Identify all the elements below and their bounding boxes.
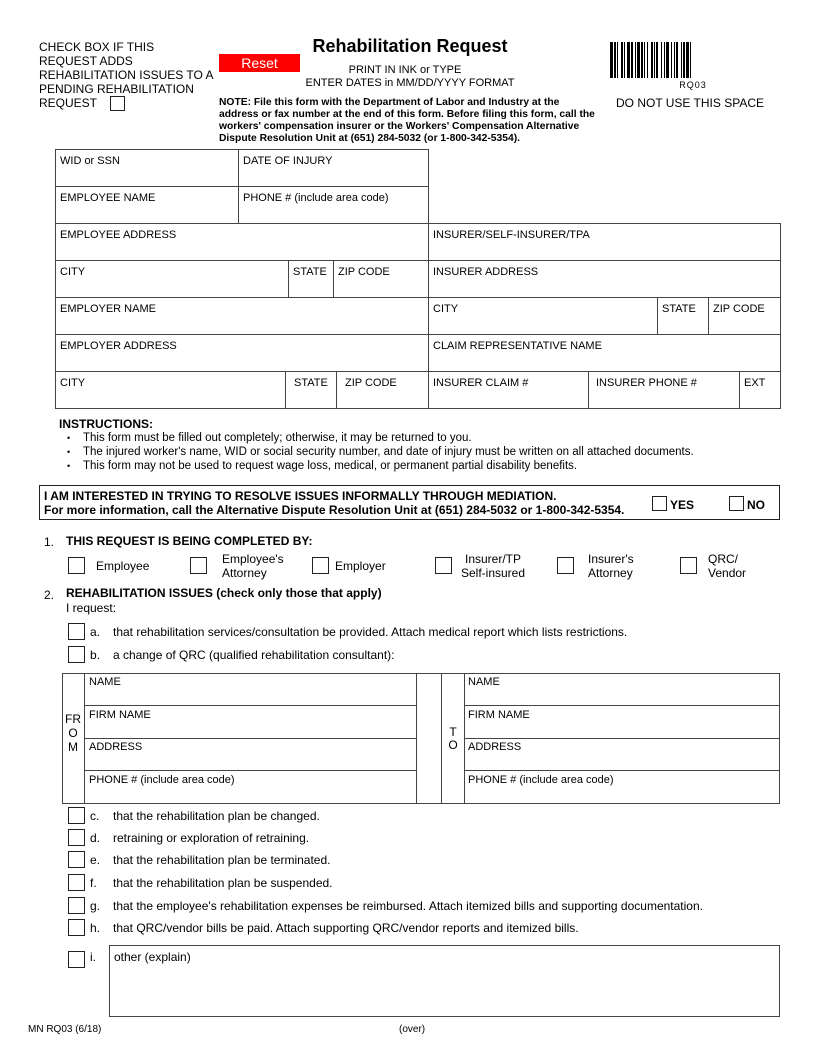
completed-by-employer-checkbox[interactable] (312, 557, 329, 574)
issue-e-checkbox[interactable] (68, 851, 85, 868)
employee-state-field[interactable]: STATE (288, 260, 334, 298)
to-phone-field[interactable]: PHONE # (include area code) (468, 774, 614, 786)
completed-by-insurer-attorney-checkbox[interactable] (557, 557, 574, 574)
issue-d-letter: d. (90, 831, 101, 845)
form-id: MN RQ03 (6/18) (28, 1024, 102, 1035)
do-not-use-label: DO NOT USE THIS SPACE (615, 96, 765, 110)
insurer-field[interactable]: INSURER/SELF-INSURER/TPA (428, 223, 781, 261)
print-note: PRINT IN INK or TYPE (348, 64, 462, 76)
issue-c-checkbox[interactable] (68, 807, 85, 824)
issue-b-letter: b. (90, 648, 101, 662)
completed-by-employer-label: Employer (335, 559, 386, 573)
section-1-heading: THIS REQUEST IS BEING COMPLETED BY: (66, 534, 313, 548)
barcode-text: RQ03 (679, 80, 707, 90)
form-title: Rehabilitation Request (312, 36, 508, 56)
completed-by-employee-attorney-label: Employee's Attorney (222, 552, 284, 580)
issue-g-checkbox[interactable] (68, 897, 85, 914)
employer-state-field[interactable]: STATE (285, 371, 337, 409)
employer-city-field[interactable]: CITY (55, 371, 286, 409)
issue-i-letter: i. (90, 950, 96, 964)
section-2-sub: I request: (66, 601, 117, 615)
employer-zip-field[interactable]: ZIP CODE (336, 371, 429, 409)
reset-button[interactable]: Reset (219, 54, 300, 72)
employee-phone-field[interactable]: PHONE # (include area code) (238, 186, 429, 224)
ext-field[interactable]: EXT (739, 371, 781, 409)
completed-by-qrc-label: QRC/ Vendor (708, 552, 747, 580)
issue-h-text: that QRC/vendor bills be paid. Attach supporting QRC/vendor reports and itemized bills. (113, 921, 579, 935)
to-address-field[interactable]: ADDRESS (468, 741, 522, 753)
employee-address-field[interactable]: EMPLOYEE ADDRESS (55, 223, 429, 261)
other-explain-field[interactable] (109, 945, 780, 1017)
completed-by-insurer-attorney-label: Insurer's Attorney (588, 552, 634, 580)
mediation-line-1: I AM INTERESTED IN TRYING TO RESOLVE ISSUES INFORMALLY THROUGH MEDIATION. (44, 489, 557, 503)
issue-a-letter: a. (90, 625, 101, 639)
insurer-zip-field[interactable]: ZIP CODE (708, 297, 781, 335)
issue-b-checkbox[interactable] (68, 646, 85, 663)
other-explain-label: other (explain) (114, 950, 191, 964)
from-label: FROM (65, 712, 81, 754)
section-2-heading: REHABILITATION ISSUES (check only those that apply) (66, 586, 382, 600)
claim-rep-field[interactable]: CLAIM REPRESENTATIVE NAME (428, 334, 781, 372)
issue-g-letter: g. (90, 899, 101, 913)
issue-b-text: a change of QRC (qualified rehabilitation consultant): (113, 648, 395, 662)
section-1-number: 1. (44, 535, 55, 549)
from-address-field[interactable]: ADDRESS (89, 741, 143, 753)
completed-by-qrc-checkbox[interactable] (680, 557, 697, 574)
to-label: TO (448, 725, 458, 752)
wid-field[interactable]: WID or SSN (55, 149, 239, 187)
from-firm-field[interactable]: FIRM NAME (89, 709, 151, 721)
issue-f-checkbox[interactable] (68, 874, 85, 891)
mediation-line-2: For more information, call the Alternative Dispute Resolution Unit at (651) 284-5032 or 1-800-342-5354. (44, 503, 625, 517)
mediation-no-label: NO (747, 498, 765, 512)
issue-d-text: retraining or exploration of retraining. (113, 831, 310, 845)
to-firm-field[interactable]: FIRM NAME (468, 709, 530, 721)
insurer-address-field[interactable]: INSURER ADDRESS (428, 260, 781, 298)
filing-note: NOTE: File this form with the Department of Labor and Industry at the address or fax number at the end of this form. Before filing this form, call the workers' compensation insurer or the Workers' Compensation Alternative Dispute Resolution Unit at (651) 284-5032 (or 1-800-342-5354). (219, 97, 595, 144)
issue-e-letter: e. (90, 853, 101, 867)
employer-address-field[interactable]: EMPLOYER ADDRESS (55, 334, 429, 372)
employee-name-field[interactable]: EMPLOYEE NAME (55, 186, 239, 224)
pending-request-note: CHECK BOX IF THIS REQUEST ADDS REHABILITATION ISSUES TO A PENDING REHABILITATION REQUEST (39, 40, 213, 110)
completed-by-employee-attorney-checkbox[interactable] (190, 557, 207, 574)
from-phone-field[interactable]: PHONE # (include area code) (89, 774, 235, 786)
mediation-no-checkbox[interactable] (729, 496, 744, 511)
completed-by-insurer-checkbox[interactable] (435, 557, 452, 574)
mediation-yes-label: YES (670, 498, 695, 512)
instruction-item: • This form must be filled out completely; otherwise, it may be returned to you. (59, 431, 759, 445)
employee-city-field[interactable]: CITY (55, 260, 289, 298)
instructions-heading: INSTRUCTIONS: (59, 417, 153, 431)
insurer-state-field[interactable]: STATE (657, 297, 709, 335)
issue-f-text: that the rehabilitation plan be suspended. (113, 876, 333, 890)
issue-a-text: that rehabilitation services/consultation be provided. Attach medical report which lists restrictions. (113, 625, 628, 639)
insurer-phone-field[interactable]: INSURER PHONE # (588, 371, 740, 409)
date-note: ENTER DATES in MM/DD/YYYY FORMAT (305, 77, 515, 89)
instruction-item: • This form may not be used to request wage loss, medical, or permanent partial disability benefits. (59, 459, 759, 473)
insurer-city-field[interactable]: CITY (428, 297, 658, 335)
section-2-number: 2. (44, 588, 55, 602)
employer-name-field[interactable]: EMPLOYER NAME (55, 297, 429, 335)
issue-a-checkbox[interactable] (68, 623, 85, 640)
completed-by-employee-checkbox[interactable] (68, 557, 85, 574)
issue-h-letter: h. (90, 921, 101, 935)
date-of-injury-field[interactable]: DATE OF INJURY (238, 149, 429, 187)
issue-h-checkbox[interactable] (68, 919, 85, 936)
employee-zip-field[interactable]: ZIP CODE (333, 260, 429, 298)
over-label: (over) (399, 1024, 426, 1035)
issue-d-checkbox[interactable] (68, 829, 85, 846)
issue-f-letter: f. (90, 876, 97, 890)
issue-g-text: that the employee's rehabilitation expenses be reimbursed. Attach itemized bills and supporting documentation. (113, 899, 703, 913)
insurer-claim-field[interactable]: INSURER CLAIM # (428, 371, 589, 409)
completed-by-insurer-label: Insurer/TP Self-insured (460, 552, 526, 580)
issue-e-text: that the rehabilitation plan be terminated. (113, 853, 331, 867)
mediation-yes-checkbox[interactable] (652, 496, 667, 511)
completed-by-employee-label: Employee (96, 559, 150, 573)
instructions-list (59, 431, 759, 473)
issue-c-letter: c. (90, 809, 100, 823)
instruction-item: • The injured worker's name, WID or social security number, and date of injury must be written on all attached documents. (59, 445, 759, 459)
issue-i-checkbox[interactable] (68, 951, 85, 968)
from-name-field[interactable]: NAME (89, 676, 121, 688)
barcode-image (610, 42, 776, 80)
to-name-field[interactable]: NAME (468, 676, 500, 688)
issue-c-text: that the rehabilitation plan be changed. (113, 809, 320, 823)
pending-request-checkbox[interactable] (110, 96, 125, 111)
